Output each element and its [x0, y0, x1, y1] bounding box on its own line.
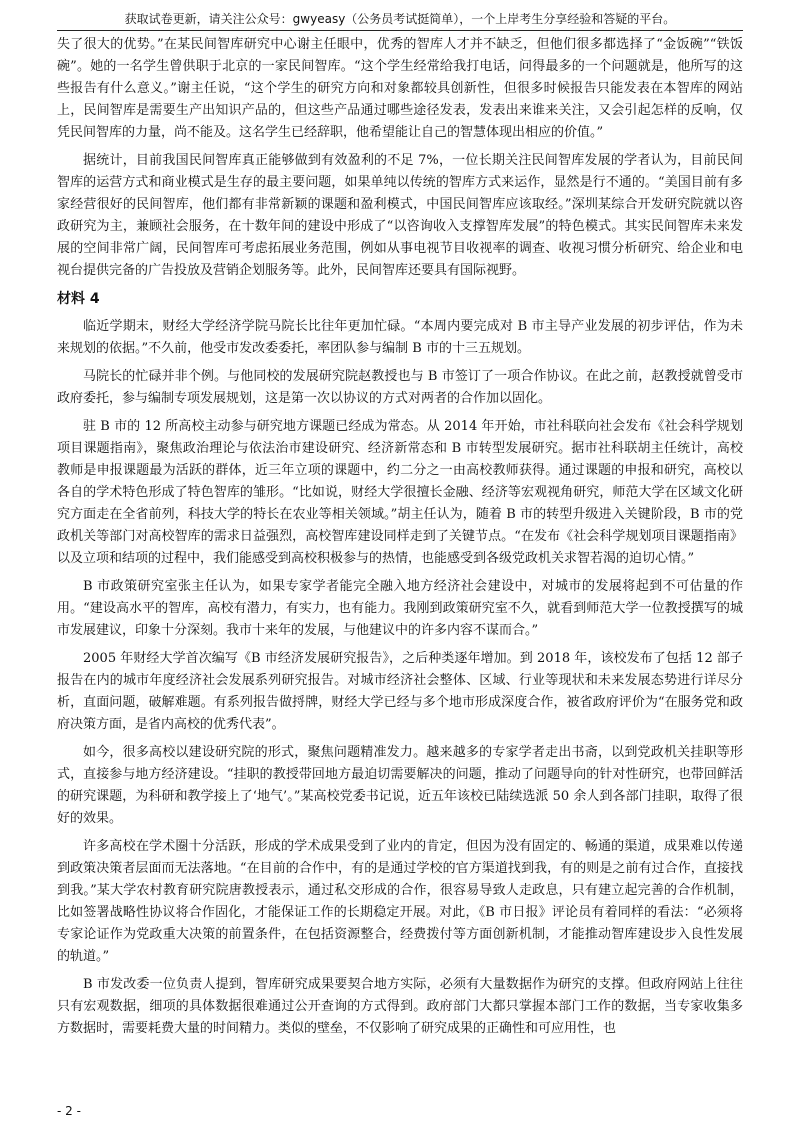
paragraph: 马院长的忙碌并非个例。与他同校的发展研究院赵教授也与 B 市签订了一项合作协议。在此之前，赵教授就曾受市政府委托，参与编制专项发展规划，这是第一次以协议的方式对两者的合作加以固化。 [57, 369, 743, 406]
paragraph: 许多高校在学术圈十分活跃，形成的学术成果受到了业内的肯定，但因为没有固定的、畅通的渠道，成果难以传递到政策决策者层面而无法落地。“在目前的合作中，有的是通过学校的官方渠道找到我，有的则是之前有过合作，直接找到我。”某大学农村教育研究院唐教授表示，通过私交形成的合作，很容易导致人走政息，只有建立起完善的合作机制，比如签署战略性协议将合作固化，才能保证工作的长期稳定开展。对此，《B 市日报》评论员有着同样的看法：“必须将专家论证作为党政重大决策的前置条件，在包括资源整合，经费拨付等方面创新机制，才能推动智库建设步入良性发展的轨道。” [57, 839, 743, 964]
page-number: - 2 - [57, 1104, 81, 1118]
section-heading: 材料 4 [57, 291, 100, 307]
paragraph: 临近学期末，财经大学经济学院马院长比往年更加忙碌。“本周内要完成对 B 市主导产业发展的初步评估，作为未来规划的依据。”不久前，他受市发改委委托，率团队参与编制 B 市的十三五规划。 [57, 319, 743, 356]
paragraph: B 市政策研究室张主任认为，如果专家学者能完全融入地方经济社会建设中，对城市的发展将起到不可估量的作用。“建设高水平的智库，高校有潜力，有实力，也有能力。我刚到政策研究室不久，就看到师范大学一位教授撰写的城市发展建议，印象十分深刻。我市十来年的发展，与他建议中的许多内容不谋而合。” [57, 579, 743, 638]
document-body [57, 34, 743, 1046]
page-header: 获取试卷更新，请关注公众号：gwyeasy（公务员考试挺简单），一个上岸考生分享经验和答疑的平台。 [57, 8, 743, 31]
paragraph: 2005 年财经大学首次编写《B 市经济发展研究报告》，之后种类逐年增加。到 2018 年，该校发布了包括 12 部子报告在内的城市年度经济社会发展系列研究报告。对城市经济社会整体、区域、行业等现状和未来发展态势进行详尽分析，直面问题，破解难题。有系列报告做捋牌，财经大学已经与多个地市形成深度合作，被省政府评价为“在服务党和政府决策方面，是省内高校的优秀代表”。 [57, 651, 743, 732]
paragraph: B 市发改委一位负责人提到，智库研究成果要契合地方实际，必须有大量数据作为研究的支撑。但政府网站上往往只有宏观数据，细项的具体数据很难通过公开查询的方式得到。政府部门大都只掌握本部门工作的数据，当专家收集多方数据时，需要耗费大量的时间精力。类似的壁垒，不仅影响了研究成果的正确性和可应用性，也 [57, 977, 743, 1036]
paragraph: 据统计，目前我国民间智库真正能够做到有效盈利的不足 7%，一位长期关注民间智库发展的学者认为，目前民间智库的运营方式和商业模式是生存的最主要问题，如果单纯以传统的智库方式来运作，显然是行不通的。“美国目前有多家经营很好的民间智库，他们都有非常新颖的课题和盈利模式，中国民间智库应该取经。”深圳某综合开发研究院就以咨政研究为主，兼顾社会服务，在十数年间的建设中形成了“以咨询收入支撑智库发展”的特色模式。其实民间智库未来发展的空间非常广阔，民间智库可考虑拓展业务范围，例如从事电视节目收视率的调查、收视习惯分析研究、给企业和电视台提供完备的广告投放及营销企划服务等。此外，民间智库还要具有国际视野。 [57, 153, 743, 278]
paragraph: 驻 B 市的 12 所高校主动参与研究地方课题已经成为常态。从 2014 年开始，市社科联向社会发布《社会科学规划项目课题指南》，聚焦政治理论与依法治市建设研究、经济新常态和 B 市转型发展研究。据市社科联胡主任统计，高校教师是申报课题最为活跃的群体，近三年立项的课题中，约二分之一由高校教师获得。通过课题的申报和研究，高校以各自的学术特色形成了特色智库的雏形。“比如说，财经大学很擅长金融、经济等宏观视角研究，师范大学在区域文化研究方面走在全省前列，科技大学的特长在农业等相关领域。”胡主任认为，随着 B 市的转型升级进入关键阶段，B 市的党政机关等部门对高校智库的需求日益强烈，高校智库建设同样走到了关键节点。“在发布《社会科学规划项目课题指南》以及立项和结项的过程中，我们能感受到高校积极参与的热情，也能感受到各级党政机关求智若渴的迫切心情。” [57, 419, 743, 566]
paragraph-continued: 失了很大的优势。”在某民间智库研究中心谢主任眼中，优秀的智库人才并不缺乏，但他们很多都选择了“金饭碗”“铁饭碗”。她的一名学生曾供职于北京的一家民间智库。“这个学生经常给我打电话，问得最多的一个问题就是，他所写的这些报告有什么意义。”谢主任说，“这个学生的研究方向和对象都较具创新性，但很多时候报告只能发表在本智库的网站上，民间智库是需要生产出知识产品的，但这些产品通过哪些途径发表，发表出来谁来关注，又会引起怎样的反响，仅凭民间智库的力量，尚不能及。这名学生已经辞职，他希望能让自己的智慧体现出相应的价值。” [57, 37, 743, 140]
paragraph: 如今，很多高校以建设研究院的形式，聚焦问题精准发力。越来越多的专家学者走出书斋，以到党政机关挂职等形式，直接参与地方经济建设。“挂职的教授带回地方最迫切需要解决的问题，推动了问题导向的针对性研究，也带回鲜活的研究课题，为科研和教学接上了‘地气’。”某高校党委书记说，近五年该校已陆续选派 50 余人到各部门挂职，取得了很好的效果。 [57, 745, 743, 826]
